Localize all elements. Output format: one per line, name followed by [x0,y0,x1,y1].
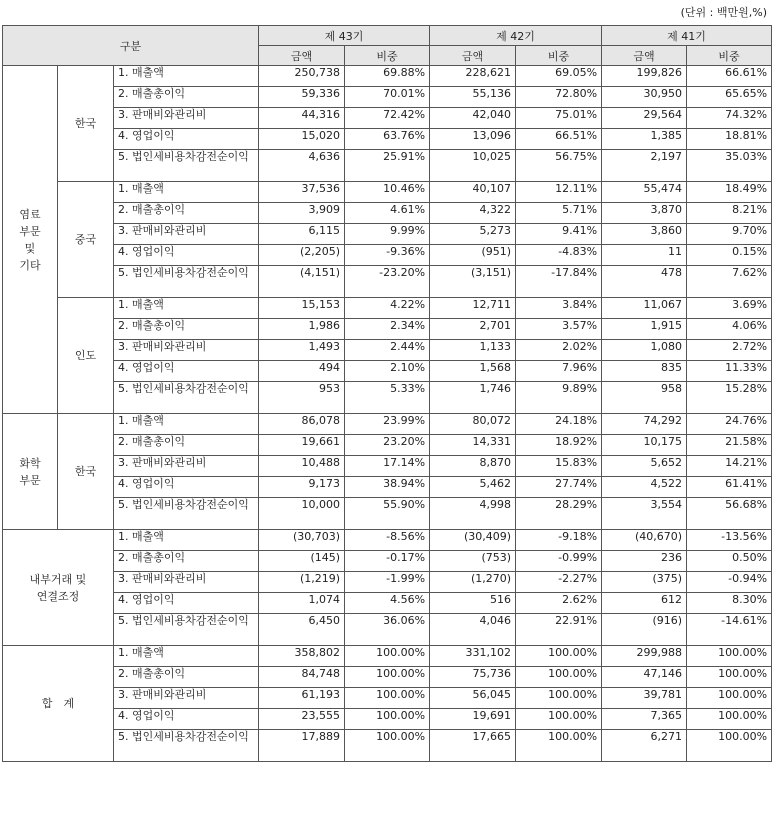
amount-cell: (4,151) [259,266,345,298]
amount-cell: (375) [602,572,687,593]
item-label: 2. 매출총이익 [114,87,259,108]
table-row [3,87,772,108]
segment-label: 합 계 [3,646,114,762]
ratio-cell: 100.00% [687,730,772,762]
item-label: 3. 판매비와관리비 [114,340,259,361]
table-row [3,530,772,551]
ratio-cell: 75.01% [516,108,602,129]
header-period-42: 제 42기 [430,26,602,46]
amount-cell: 6,450 [259,614,345,646]
ratio-cell: 100.00% [516,730,602,762]
ratio-cell: 55.90% [345,498,430,530]
item-label: 3. 판매비와관리비 [114,572,259,593]
ratio-cell: -2.27% [516,572,602,593]
item-label: 1. 매출액 [114,414,259,435]
ratio-cell: 9.41% [516,224,602,245]
ratio-cell: 3.69% [687,298,772,319]
table-row [3,129,772,150]
amount-cell: 37,536 [259,182,345,203]
amount-cell: (1,270) [430,572,516,593]
amount-cell: 30,950 [602,87,687,108]
ratio-cell: 18.49% [687,182,772,203]
amount-cell: 4,046 [430,614,516,646]
ratio-cell: -14.61% [687,614,772,646]
ratio-cell: 15.28% [687,382,772,414]
item-label: 1. 매출액 [114,182,259,203]
ratio-cell: 74.32% [687,108,772,129]
amount-cell: 6,271 [602,730,687,762]
table-row [3,224,772,245]
item-label: 3. 판매비와관리비 [114,108,259,129]
ratio-cell: 11.33% [687,361,772,382]
amount-cell: 3,870 [602,203,687,224]
header-amount: 금액 [602,46,687,66]
table-row [3,66,772,87]
ratio-cell: 5.71% [516,203,602,224]
region-label: 중국 [58,182,114,298]
amount-cell: (916) [602,614,687,646]
amount-cell: 10,488 [259,456,345,477]
ratio-cell: 7.96% [516,361,602,382]
amount-cell: 11,067 [602,298,687,319]
ratio-cell: 0.15% [687,245,772,266]
ratio-cell: 3.57% [516,319,602,340]
amount-cell: 958 [602,382,687,414]
amount-cell: 5,273 [430,224,516,245]
ratio-cell: 3.84% [516,298,602,319]
amount-cell: 5,462 [430,477,516,498]
segment-label: 염료 부문 및 기타 [3,66,58,414]
ratio-cell: 38.94% [345,477,430,498]
amount-cell: 1,080 [602,340,687,361]
amount-cell: 10,175 [602,435,687,456]
ratio-cell: 2.72% [687,340,772,361]
header-amount: 금액 [259,46,345,66]
table-row [3,108,772,129]
item-label: 5. 법인세비용차감전순이익 [114,266,259,298]
amount-cell: 13,096 [430,129,516,150]
segment-label: 내부거래 및 연결조정 [3,530,114,646]
amount-cell: 4,522 [602,477,687,498]
financial-segment-table [2,25,772,762]
ratio-cell: -4.83% [516,245,602,266]
amount-cell: 299,988 [602,646,687,667]
amount-cell: 12,711 [430,298,516,319]
amount-cell: 1,074 [259,593,345,614]
table-row [3,435,772,456]
item-label: 1. 매출액 [114,646,259,667]
table-row [3,593,772,614]
ratio-cell: 100.00% [516,688,602,709]
table-row [3,319,772,340]
table-row [3,382,772,414]
ratio-cell: 24.76% [687,414,772,435]
ratio-cell: 72.80% [516,87,602,108]
amount-cell: 2,197 [602,150,687,182]
item-label: 2. 매출총이익 [114,667,259,688]
amount-cell: 19,661 [259,435,345,456]
amount-cell: 80,072 [430,414,516,435]
ratio-cell: 56.68% [687,498,772,530]
item-label: 3. 판매비와관리비 [114,224,259,245]
region-label: 인도 [58,298,114,414]
amount-cell: 4,998 [430,498,516,530]
amount-cell: 8,870 [430,456,516,477]
ratio-cell: -9.18% [516,530,602,551]
amount-cell: 358,802 [259,646,345,667]
ratio-cell: 61.41% [687,477,772,498]
table-body [3,66,772,762]
amount-cell: 15,153 [259,298,345,319]
amount-cell: (1,219) [259,572,345,593]
ratio-cell: 100.00% [345,667,430,688]
ratio-cell: 100.00% [687,646,772,667]
amount-cell: 10,025 [430,150,516,182]
ratio-cell: 69.05% [516,66,602,87]
amount-cell: 478 [602,266,687,298]
ratio-cell: 12.11% [516,182,602,203]
amount-cell: (951) [430,245,516,266]
amount-cell: 1,385 [602,129,687,150]
amount-cell: (40,670) [602,530,687,551]
amount-cell: 1,493 [259,340,345,361]
table-row [3,498,772,530]
table-row [3,203,772,224]
amount-cell: (145) [259,551,345,572]
table-row [3,614,772,646]
amount-cell: 39,781 [602,688,687,709]
item-label: 2. 매출총이익 [114,551,259,572]
item-label: 2. 매출총이익 [114,435,259,456]
ratio-cell: 2.62% [516,593,602,614]
table-row [3,709,772,730]
table-row [3,551,772,572]
amount-cell: (30,703) [259,530,345,551]
table-row [3,150,772,182]
amount-cell: 4,322 [430,203,516,224]
ratio-cell: 5.33% [345,382,430,414]
amount-cell: 612 [602,593,687,614]
table-row [3,266,772,298]
ratio-cell: 0.50% [687,551,772,572]
amount-cell: 3,860 [602,224,687,245]
ratio-cell: 100.00% [345,646,430,667]
amount-cell: 84,748 [259,667,345,688]
amount-cell: (753) [430,551,516,572]
item-label: 4. 영업이익 [114,245,259,266]
segment-label: 화학 부문 [3,414,58,530]
amount-cell: 15,020 [259,129,345,150]
table-row [3,688,772,709]
amount-cell: 42,040 [430,108,516,129]
ratio-cell: 24.18% [516,414,602,435]
table-row [3,456,772,477]
ratio-cell: 9.89% [516,382,602,414]
item-label: 3. 판매비와관리비 [114,688,259,709]
ratio-cell: 65.65% [687,87,772,108]
ratio-cell: -8.56% [345,530,430,551]
ratio-cell: 100.00% [516,709,602,730]
ratio-cell: 100.00% [687,688,772,709]
amount-cell: 55,136 [430,87,516,108]
amount-cell: (30,409) [430,530,516,551]
amount-cell: 86,078 [259,414,345,435]
ratio-cell: 4.06% [687,319,772,340]
header-period-41: 제 41기 [602,26,772,46]
ratio-cell: -0.99% [516,551,602,572]
ratio-cell: 8.30% [687,593,772,614]
table-row [3,667,772,688]
header-ratio: 비중 [345,46,430,66]
amount-cell: 5,652 [602,456,687,477]
ratio-cell: 100.00% [345,709,430,730]
item-label: 4. 영업이익 [114,129,259,150]
ratio-cell: 66.51% [516,129,602,150]
item-label: 5. 법인세비용차감전순이익 [114,382,259,414]
amount-cell: 3,909 [259,203,345,224]
amount-cell: 835 [602,361,687,382]
item-label: 5. 법인세비용차감전순이익 [114,614,259,646]
ratio-cell: 18.81% [687,129,772,150]
ratio-cell: 100.00% [345,730,430,762]
amount-cell: 7,365 [602,709,687,730]
table-row [3,477,772,498]
ratio-cell: -23.20% [345,266,430,298]
item-label: 5. 법인세비용차감전순이익 [114,730,259,762]
amount-cell: 56,045 [430,688,516,709]
amount-cell: 331,102 [430,646,516,667]
ratio-cell: 4.56% [345,593,430,614]
amount-cell: 40,107 [430,182,516,203]
amount-cell: 55,474 [602,182,687,203]
ratio-cell: -0.17% [345,551,430,572]
amount-cell: (3,151) [430,266,516,298]
ratio-cell: 17.14% [345,456,430,477]
item-label: 1. 매출액 [114,298,259,319]
ratio-cell: 66.61% [687,66,772,87]
ratio-cell: 18.92% [516,435,602,456]
ratio-cell: 7.62% [687,266,772,298]
amount-cell: 74,292 [602,414,687,435]
ratio-cell: 56.75% [516,150,602,182]
ratio-cell: 22.91% [516,614,602,646]
amount-cell: 3,554 [602,498,687,530]
table-row [3,361,772,382]
amount-cell: 9,173 [259,477,345,498]
ratio-cell: 100.00% [516,646,602,667]
ratio-cell: 27.74% [516,477,602,498]
amount-cell: (2,205) [259,245,345,266]
ratio-cell: 72.42% [345,108,430,129]
item-label: 1. 매출액 [114,66,259,87]
table-row [3,182,772,203]
ratio-cell: 36.06% [345,614,430,646]
amount-cell: 516 [430,593,516,614]
ratio-cell: 8.21% [687,203,772,224]
table-row [3,298,772,319]
amount-cell: 19,691 [430,709,516,730]
amount-cell: 1,746 [430,382,516,414]
amount-cell: 953 [259,382,345,414]
item-label: 2. 매출총이익 [114,203,259,224]
amount-cell: 17,665 [430,730,516,762]
amount-cell: 11 [602,245,687,266]
ratio-cell: -0.94% [687,572,772,593]
item-label: 4. 영업이익 [114,593,259,614]
ratio-cell: 100.00% [687,709,772,730]
ratio-cell: 69.88% [345,66,430,87]
ratio-cell: 35.03% [687,150,772,182]
amount-cell: 4,636 [259,150,345,182]
ratio-cell: 9.99% [345,224,430,245]
ratio-cell: 100.00% [345,688,430,709]
ratio-cell: -9.36% [345,245,430,266]
header-category: 구분 [3,26,259,66]
table-row [3,572,772,593]
amount-cell: 1,986 [259,319,345,340]
ratio-cell: 25.91% [345,150,430,182]
item-label: 4. 영업이익 [114,477,259,498]
ratio-cell: 2.10% [345,361,430,382]
amount-cell: 29,564 [602,108,687,129]
item-label: 1. 매출액 [114,530,259,551]
ratio-cell: -13.56% [687,530,772,551]
amount-cell: 17,889 [259,730,345,762]
amount-cell: 10,000 [259,498,345,530]
item-label: 2. 매출총이익 [114,319,259,340]
header-ratio: 비중 [687,46,772,66]
item-label: 3. 판매비와관리비 [114,456,259,477]
amount-cell: 47,146 [602,667,687,688]
header-period-43: 제 43기 [259,26,430,46]
ratio-cell: 2.34% [345,319,430,340]
item-label: 4. 영업이익 [114,709,259,730]
amount-cell: 1,915 [602,319,687,340]
region-label: 한국 [58,414,114,530]
table-row [3,245,772,266]
ratio-cell: 28.29% [516,498,602,530]
header-amount: 금액 [430,46,516,66]
ratio-cell: 2.02% [516,340,602,361]
amount-cell: 23,555 [259,709,345,730]
amount-cell: 228,621 [430,66,516,87]
ratio-cell: 100.00% [687,667,772,688]
table-row [3,414,772,435]
header-ratio: 비중 [516,46,602,66]
amount-cell: 2,701 [430,319,516,340]
ratio-cell: 70.01% [345,87,430,108]
amount-cell: 14,331 [430,435,516,456]
item-label: 5. 법인세비용차감전순이익 [114,498,259,530]
unit-note: (단위 : 백만원,%) [680,6,767,19]
ratio-cell: 14.21% [687,456,772,477]
region-label: 한국 [58,66,114,182]
item-label: 5. 법인세비용차감전순이익 [114,150,259,182]
header-row-periods [3,26,772,46]
ratio-cell: 100.00% [516,667,602,688]
amount-cell: 236 [602,551,687,572]
amount-cell: 494 [259,361,345,382]
item-label: 4. 영업이익 [114,361,259,382]
amount-cell: 199,826 [602,66,687,87]
ratio-cell: 23.20% [345,435,430,456]
amount-cell: 250,738 [259,66,345,87]
ratio-cell: 10.46% [345,182,430,203]
amount-cell: 59,336 [259,87,345,108]
ratio-cell: 15.83% [516,456,602,477]
ratio-cell: 2.44% [345,340,430,361]
amount-cell: 1,133 [430,340,516,361]
ratio-cell: 23.99% [345,414,430,435]
amount-cell: 61,193 [259,688,345,709]
ratio-cell: 21.58% [687,435,772,456]
amount-cell: 44,316 [259,108,345,129]
ratio-cell: -1.99% [345,572,430,593]
ratio-cell: 9.70% [687,224,772,245]
ratio-cell: 63.76% [345,129,430,150]
table-row [3,730,772,762]
amount-cell: 75,736 [430,667,516,688]
amount-cell: 6,115 [259,224,345,245]
table-row [3,646,772,667]
ratio-cell: 4.61% [345,203,430,224]
ratio-cell: 4.22% [345,298,430,319]
table-row [3,340,772,361]
ratio-cell: -17.84% [516,266,602,298]
amount-cell: 1,568 [430,361,516,382]
